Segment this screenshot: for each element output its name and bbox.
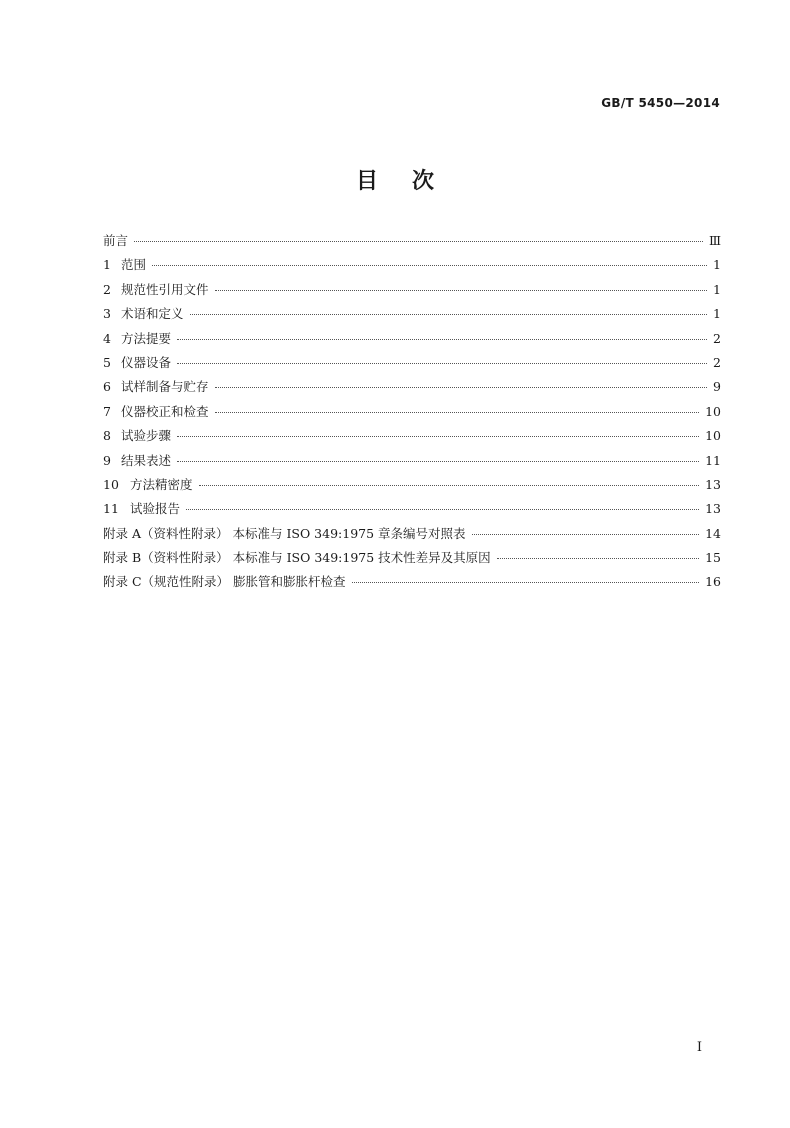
toc-page: 2 <box>713 330 721 346</box>
toc-leader <box>215 412 700 413</box>
toc-label: 方法精密度 <box>130 476 193 492</box>
toc-number: 4 <box>103 330 111 346</box>
toc-entry-5[interactable] <box>103 353 721 377</box>
toc-leader <box>472 534 700 535</box>
toc-number: 7 <box>103 403 111 419</box>
toc-leader <box>152 265 707 266</box>
toc-leader <box>190 314 708 315</box>
toc-entry-6[interactable] <box>103 377 721 401</box>
toc-label: 规范性引用文件 <box>121 281 209 297</box>
toc-entry-1[interactable] <box>103 255 721 279</box>
toc-page: 15 <box>705 550 721 566</box>
toc-page: 1 <box>713 281 721 297</box>
table-of-contents <box>103 231 721 597</box>
toc-label: 试验报告 <box>130 501 181 517</box>
toc-number: 8 <box>103 428 111 444</box>
toc-page: 11 <box>705 452 721 468</box>
toc-label: 试样制备与贮存 <box>121 379 209 395</box>
toc-leader <box>186 509 699 510</box>
toc-entry-annex-b[interactable] <box>103 548 721 572</box>
toc-page: 16 <box>705 574 721 590</box>
toc-page: 2 <box>713 354 721 370</box>
toc-leader <box>177 363 707 364</box>
toc-label: 附录 C（规范性附录） 膨胀管和膨胀杆检查 <box>103 574 346 590</box>
toc-page: 13 <box>705 476 721 492</box>
toc-page: 1 <box>713 306 721 322</box>
toc-entry-10[interactable] <box>103 475 721 499</box>
toc-leader <box>497 558 699 559</box>
toc-leader <box>352 582 700 583</box>
toc-entry-annex-c[interactable] <box>103 572 721 596</box>
toc-entry-4[interactable] <box>103 329 721 353</box>
toc-number: 1 <box>103 257 111 273</box>
toc-leader <box>134 241 703 242</box>
toc-leader <box>177 339 707 340</box>
toc-label: 附录 A（资料性附录） 本标准与 ISO 349:1975 章条编号对照表 <box>103 525 466 541</box>
toc-label: 试验步骤 <box>121 428 172 444</box>
toc-label: 仪器校正和检查 <box>121 403 209 419</box>
toc-entry-annex-a[interactable] <box>103 524 721 548</box>
toc-entry-8[interactable] <box>103 426 721 450</box>
toc-title-char-1: 目 <box>355 169 378 194</box>
toc-page: 9 <box>713 379 721 395</box>
toc-page: 13 <box>705 501 721 517</box>
toc-label: 前言 <box>103 233 129 248</box>
toc-title <box>0 164 790 195</box>
toc-leader <box>177 436 699 437</box>
toc-number: 11 <box>103 501 119 517</box>
toc-leader <box>215 290 708 291</box>
toc-page: Ⅲ <box>708 233 721 248</box>
toc-label: 术语和定义 <box>121 306 184 322</box>
toc-number: 6 <box>103 379 111 395</box>
toc-entry-9[interactable] <box>103 451 721 475</box>
toc-page: 1 <box>713 257 721 273</box>
toc-leader <box>215 387 708 388</box>
toc-label: 仪器设备 <box>121 354 172 370</box>
toc-number: 10 <box>103 476 119 492</box>
toc-number: 9 <box>103 452 111 468</box>
toc-page: 14 <box>705 525 721 541</box>
toc-number: 2 <box>103 281 111 297</box>
toc-label: 方法提要 <box>121 330 172 346</box>
toc-number: 3 <box>103 306 111 322</box>
toc-entry-11[interactable] <box>103 499 721 523</box>
toc-entry-3[interactable] <box>103 304 721 328</box>
toc-label: 结果表述 <box>121 452 172 468</box>
toc-leader <box>177 461 699 462</box>
toc-leader <box>199 485 700 486</box>
page-number: I <box>696 1040 702 1055</box>
toc-entry-2[interactable] <box>103 280 721 304</box>
toc-page: 10 <box>705 428 721 444</box>
toc-entry-foreword[interactable] <box>103 231 721 255</box>
toc-label: 附录 B（资料性附录） 本标准与 ISO 349:1975 技术性差异及其原因 <box>103 550 491 566</box>
toc-page: 10 <box>705 403 721 419</box>
toc-entry-7[interactable] <box>103 402 721 426</box>
toc-number: 5 <box>103 354 111 370</box>
standard-code: GB/T 5450—2014 <box>601 96 720 110</box>
toc-label: 范围 <box>121 257 147 273</box>
toc-title-char-2: 次 <box>412 169 435 194</box>
